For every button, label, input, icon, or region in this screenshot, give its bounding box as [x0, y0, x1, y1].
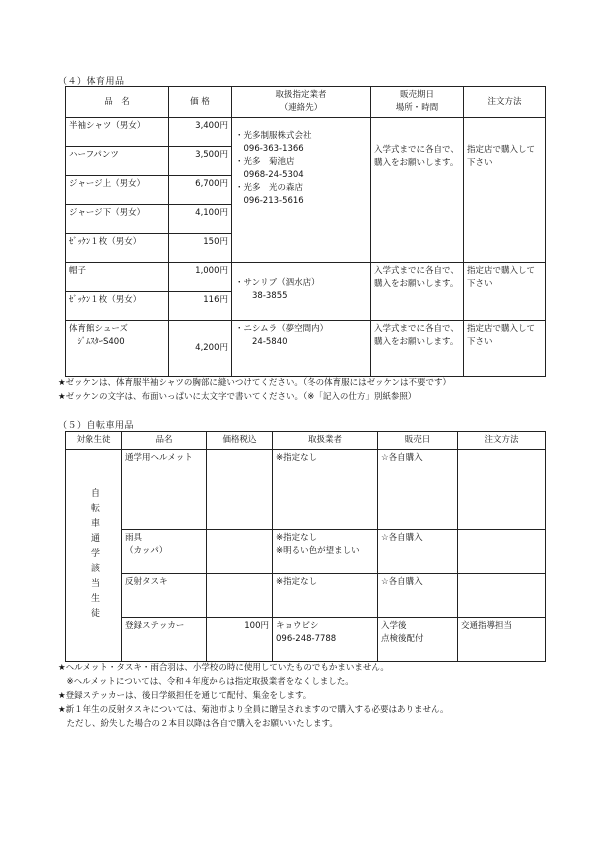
item-price: 6,700円 — [169, 176, 232, 205]
col-header-dealer: 取扱指定業者 （連絡先） — [232, 87, 371, 118]
item-name: 登録ステッカー — [122, 618, 207, 662]
col-header-price: 価格税込 — [207, 432, 273, 450]
dealer: ※指定なし — [273, 450, 378, 530]
col-header-order: 注文方法 — [464, 87, 546, 118]
table-row — [66, 118, 546, 147]
sec5-note: ただし、紛失した場合の２本目以降は各自で購入をお願いいたします。 — [58, 719, 338, 729]
section4-title: （４）体育用品 — [58, 77, 125, 87]
item-name: ジャージ上（男女） — [66, 176, 169, 205]
item-name: 体育館シューズ ｼﾞﾑｽﾀｰS400 — [66, 321, 169, 377]
item-price: 3,500円 — [169, 147, 232, 176]
dealer: ※指定なし ※明るい色が望ましい — [273, 530, 378, 574]
order-method: 指定店で購入して下さい — [464, 321, 546, 377]
section5-title: （５）自転車用品 — [58, 421, 135, 431]
sports-goods-table — [65, 86, 546, 377]
item-price: 4,100円 — [169, 205, 232, 234]
col-header-period: 販売期日 場所・時間 — [371, 87, 464, 118]
sale-date: ☆各自購入 — [378, 574, 458, 618]
item-name: 反射タスキ — [122, 574, 207, 618]
sec5-note: ★新１年生の反射タスキについては、菊池市より全員に贈呈されますので購入する必要はありません。 — [58, 705, 449, 715]
sale-period: 入学式までに各自で、購入をお願いします。 — [371, 321, 464, 377]
order-method: 交通指導担当 — [458, 618, 546, 662]
col-header-target: 対象生徒 — [66, 432, 122, 450]
item-name: ｾﾞｯｹﾝ１枚（男女） — [66, 292, 169, 321]
order-method — [458, 530, 546, 574]
table-row — [66, 530, 546, 574]
item-price — [207, 574, 273, 618]
col-header-price: 価 格 — [169, 87, 232, 118]
order-method — [458, 574, 546, 618]
item-price: 116円 — [169, 292, 232, 321]
item-price: 4,200円 — [169, 321, 232, 377]
dealer-contact: ・サンリブ（泗水店） 38-3855 — [232, 263, 371, 321]
item-name: ｾﾞｯｹﾝ１枚（男女） — [66, 234, 169, 263]
item-name: 通学用ヘルメット — [122, 450, 207, 530]
table-row — [66, 574, 546, 618]
item-name: 雨具 （カッパ） — [122, 530, 207, 574]
target-students-cell — [66, 450, 122, 662]
sale-date: ☆各自購入 — [378, 530, 458, 574]
order-method: 指定店で購入して下さい — [464, 118, 546, 263]
sale-date: 入学後 点検後配付 — [378, 618, 458, 662]
item-price: 1,000円 — [169, 263, 232, 292]
item-price — [207, 530, 273, 574]
col-header-sale: 販売日 — [378, 432, 458, 450]
table-row — [66, 618, 546, 662]
order-method: 指定店で購入して下さい — [464, 263, 546, 321]
item-name: 帽子 — [66, 263, 169, 292]
sec4-note: ★ゼッケンの文字は、布面いっぱいに太文字で書いてください。（※「記入の仕方」別紙参照） — [58, 392, 417, 402]
col-header-order: 注文方法 — [458, 432, 546, 450]
col-header-item: 品 名 — [66, 87, 169, 118]
dealer: ※指定なし — [273, 574, 378, 618]
table-row — [66, 321, 546, 377]
sec5-note: ★ヘルメット・タスキ・雨合羽は、小学校の時に使用していたものでもかまいません。 — [58, 663, 389, 673]
sec4-note: ★ゼッケンは、体育服半袖シャツの胸部に縫いつけてください。（冬の体育服にはゼッケンは不要です） — [58, 378, 452, 388]
item-name: ハーフパンツ — [66, 147, 169, 176]
sale-period: 入学式までに各自で、購入をお願いします。 — [371, 118, 464, 263]
col-header-item: 品名 — [122, 432, 207, 450]
sale-date: ☆各自購入 — [378, 450, 458, 530]
col-header-dealer: 取扱業者 — [273, 432, 378, 450]
target-students-label: 自転車通学該当生徒 — [89, 488, 99, 623]
dealer-contact: ・光多制服株式会社 096-363-1366 ・光多 菊池店 0968-24-5304 ・光多 光の森店 096-213-5616 — [232, 118, 371, 263]
dealer-contact: ・ニシムラ（夢空間内） 24-5840 — [232, 321, 371, 377]
table-row — [66, 450, 546, 530]
item-price: 100円 — [207, 618, 273, 662]
sec5-note: ※ヘルメットについては、令和４年度からは指定取扱業者をなくしました。 — [58, 677, 354, 687]
bicycle-goods-table — [65, 431, 546, 662]
table-row — [66, 263, 546, 292]
order-method — [458, 450, 546, 530]
dealer: キョウビシ 096-248-7788 — [273, 618, 378, 662]
sec5-note: ★登録ステッカーは、後日学級担任を通じて配付、集金をします。 — [58, 691, 312, 701]
item-name: ジャージ下（男女） — [66, 205, 169, 234]
sale-period: 入学式までに各自で、購入をお願いします。 — [371, 263, 464, 321]
item-name: 半袖シャツ（男女） — [66, 118, 169, 147]
item-price: 150円 — [169, 234, 232, 263]
item-price — [207, 450, 273, 530]
item-price: 3,400円 — [169, 118, 232, 147]
